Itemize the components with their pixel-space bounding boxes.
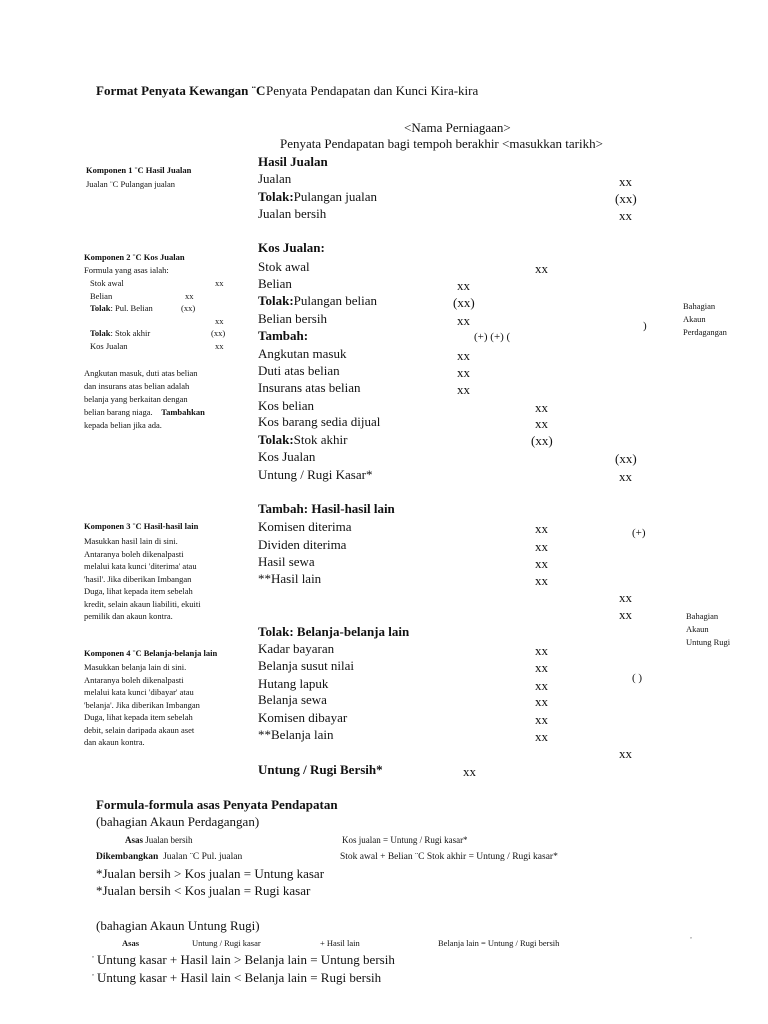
amount-mark: xx (535, 678, 548, 693)
pulangan-belian-label: Pulangan belian (293, 293, 378, 308)
note-komponen-3-text: Masukkan hasil lain di sini. Antaranya boleh dikenalpasti melalui kata kunci 'diterima' atau 'hasil'. Jika diberikan Imbangan Duga, lihat kepada item sebelah kredit, selain akaun liabiliti, ekuiti pemilik dan akaun kontra. (84, 536, 201, 621)
note-komponen-3-title: Komponen 3 ¨C Hasil-hasil lain (84, 521, 199, 531)
note-komponen-4-title: Komponen 4 ¨C Belanja-belanja lain (84, 648, 218, 658)
amount-mark: xx (457, 313, 470, 328)
amount-mark: (xx) (453, 295, 475, 310)
amount-mark: xx (463, 764, 476, 779)
formula-ur-asas-a: Untung / Rugi kasar (192, 938, 261, 948)
formula-ur-asas-b: + Hasil lain (320, 938, 360, 948)
note-amount: xx (215, 278, 224, 288)
amount-mark: xx (619, 469, 632, 484)
belanja-lain-heading: Tolak: Belanja-belanja lain (258, 624, 410, 639)
amount-mark: xx (535, 400, 548, 415)
line-kos-barang-sedia-dijual: Kos barang sedia dijual (258, 414, 381, 429)
plus-mark: (+) (632, 527, 646, 539)
amount-mark: xx (535, 660, 548, 675)
amount-mark: xx (619, 174, 632, 189)
period-line: Penyata Pendapatan bagi tempoh berakhir <masukkan tarikh> (280, 136, 603, 151)
line-belanja-lain: **Belanja lain (258, 727, 334, 742)
line-dividen-diterima: Dividen diterima (258, 537, 347, 552)
line-pulangan-belian (258, 294, 377, 307)
line-stok-akhir (258, 433, 347, 446)
kos-jualan-heading: Kos Jualan: (258, 240, 325, 255)
formula-ur-asas-label: Asas (122, 938, 140, 948)
amount-mark: xx (619, 590, 632, 605)
formula-heading: Formula-formula asas Penyata Pendapatan (96, 797, 338, 812)
note-komponen-4-text: Masukkan belanja lain di sini. Antaranya boleh dikenalpasti melalui kata kunci 'dibayar' atau 'belanja'. Jika diberikan Imbangan Duga, lihat kepada item sebelah debit, selain daripada akaun aset dan akaun kontra. (84, 662, 200, 747)
amount-mark: xx (535, 521, 548, 536)
formula-rule-rugi-kasar: *Jualan bersih < Kos jualan = Rugi kasar (96, 883, 311, 898)
paren-mark: ( ) (632, 672, 643, 684)
pulangan-jualan-label: Pulangan jualan (293, 189, 378, 204)
tolak-label: Tolak: (258, 189, 294, 204)
note-amount: xx (215, 341, 224, 351)
side-label-perdagangan: Bahagian Akaun Perdagangan (683, 301, 727, 337)
line-kos-jualan: Kos Jualan (258, 449, 316, 464)
hasil-jualan-heading: Hasil Jualan (258, 154, 328, 169)
amount-mark: xx (619, 208, 632, 223)
note-komponen-2-intro: Formula yang asas ialah: (84, 265, 169, 275)
paren-mark: ) (643, 320, 647, 332)
amount-mark: xx (535, 643, 548, 658)
line-komisen-dibayar: Komisen dibayar (258, 710, 348, 725)
line-hasil-lain: **Hasil lain (258, 571, 322, 586)
tambah-label: Tambah: (258, 328, 309, 343)
business-name: <Nama Perniagaan> (404, 120, 511, 135)
tolak-label: Tolak: (258, 293, 294, 308)
amount-mark: xx (619, 607, 632, 622)
tolak-label: Tolak: (258, 432, 294, 447)
amount-mark: xx (457, 382, 470, 397)
amount-mark: xx (535, 416, 548, 431)
line-kadar-bayaran: Kadar bayaran (258, 641, 335, 656)
line-hasil-sewa: Hasil sewa (258, 554, 315, 569)
amount-mark: xx (457, 278, 470, 293)
stok-akhir-label: Stok akhir (293, 432, 348, 447)
line-untung-rugi-bersih: Untung / Rugi Bersih* (258, 762, 383, 777)
formula-dagang-subheading: (bahagian Akaun Perdagangan) (96, 814, 260, 829)
formula-asas-row: Asas Jualan bersih (125, 835, 193, 845)
line-belanja-susut-nilai: Belanja susut nilai (258, 658, 355, 673)
amount-mark: xx (619, 746, 632, 761)
note-amount: (xx) (211, 328, 226, 338)
amount-mark: xx (535, 573, 548, 588)
hasil-lain-heading: Tambah: Hasil-hasil lain (258, 501, 395, 516)
plus-marks: (+) (+) ( (474, 331, 511, 343)
note-stok-akhir: Tolak: Stok akhir (90, 328, 151, 338)
formula-ur-asas-c: Belanja lain = Untung / Rugi bersih (438, 938, 560, 948)
line-kos-belian: Kos belian (258, 398, 314, 413)
line-komisen-diterima: Komisen diterima (258, 519, 352, 534)
line-pulangan-jualan (258, 190, 377, 203)
formula-dikembangkan-row: Dikembangkan Jualan ¨C Pul. jualan (96, 852, 243, 862)
side-label-untung-rugi: Bahagian Akaun Untung Rugi (686, 611, 731, 647)
amount-mark: xx (535, 261, 548, 276)
note-komponen-1-text: Jualan ¨C Pulangan jualan (86, 179, 175, 189)
line-stok-awal: Stok awal (258, 259, 310, 274)
formula-ur-rule-rugi: Untung kasar + Hasil lain < Belanja lain = Rugi bersih (97, 970, 382, 985)
tolak-label: Tolak (90, 303, 111, 313)
amount-mark: xx (535, 556, 548, 571)
note-amount: (xx) (181, 303, 196, 313)
formula-rule-untung-kasar: *Jualan bersih > Kos jualan = Untung kasar (96, 866, 325, 881)
line-untung-rugi-kasar: Untung / Rugi Kasar* (258, 467, 373, 482)
note-kos-jualan: Kos Jualan (90, 341, 128, 351)
formula-dikembangkan-eq: Stok awal + Belian ¨C Stok akhir = Untung / Rugi kasar* (340, 852, 558, 862)
bullet-icon: ª (92, 956, 94, 962)
amount-mark: xx (535, 712, 548, 727)
small-mark: ª (690, 937, 692, 943)
note-amount: xx (215, 316, 224, 326)
note-amount: xx (185, 291, 194, 301)
formula-untung-rugi-subheading: (bahagian Akaun Untung Rugi) (96, 918, 260, 933)
line-duti-atas-belian: Duti atas belian (258, 363, 340, 378)
line-belian-bersih: Belian bersih (258, 311, 327, 326)
amount-mark: xx (535, 729, 548, 744)
amount-mark: xx (535, 539, 548, 554)
note-belian: Belian (90, 291, 113, 301)
amount-mark: (xx) (615, 451, 637, 466)
note-komponen-2-paragraph: Angkutan masuk, duti atas belian dan insurans atas belian adalah belanja yang berkaitan dengan belian barang niaga. Tambahkan kepada belian jika ada. (84, 368, 205, 430)
page-title-bold: Format Penyata Kewangan ¨C (96, 83, 266, 98)
line-belanja-sewa: Belanja sewa (258, 692, 327, 707)
line-jualan-bersih: Jualan bersih (258, 206, 327, 221)
line-jualan: Jualan (258, 171, 292, 186)
note-komponen-2-title: Komponen 2 ¨C Kos Jualan (84, 252, 185, 262)
amount-mark: xx (457, 365, 470, 380)
line-hutang-lapuk: Hutang lapuk (258, 676, 329, 691)
tolak-label: Tolak (90, 328, 111, 338)
formula-ur-rule-untung: Untung kasar + Hasil lain > Belanja lain = Untung bersih (97, 952, 395, 967)
amount-mark: (xx) (531, 433, 553, 448)
line-angkutan-masuk: Angkutan masuk (258, 346, 347, 361)
formula-asas-eq: Kos jualan = Untung / Rugi kasar* (342, 835, 468, 845)
bullet-icon: ª (92, 974, 94, 980)
note-stok-awal: Stok awal (90, 278, 124, 288)
line-insurans-atas-belian: Insurans atas belian (258, 380, 361, 395)
page-title: Penyata Pendapatan dan Kunci Kira-kira (266, 83, 479, 98)
line-belian: Belian (258, 276, 292, 291)
amount-mark: xx (535, 694, 548, 709)
note-komponen-1-title: Komponen 1 ¨C Hasil Jualan (86, 165, 192, 175)
amount-mark: (xx) (615, 191, 637, 206)
note-pul-belian: Tolak: Pul. Belian (90, 303, 153, 313)
amount-mark: xx (457, 348, 470, 363)
